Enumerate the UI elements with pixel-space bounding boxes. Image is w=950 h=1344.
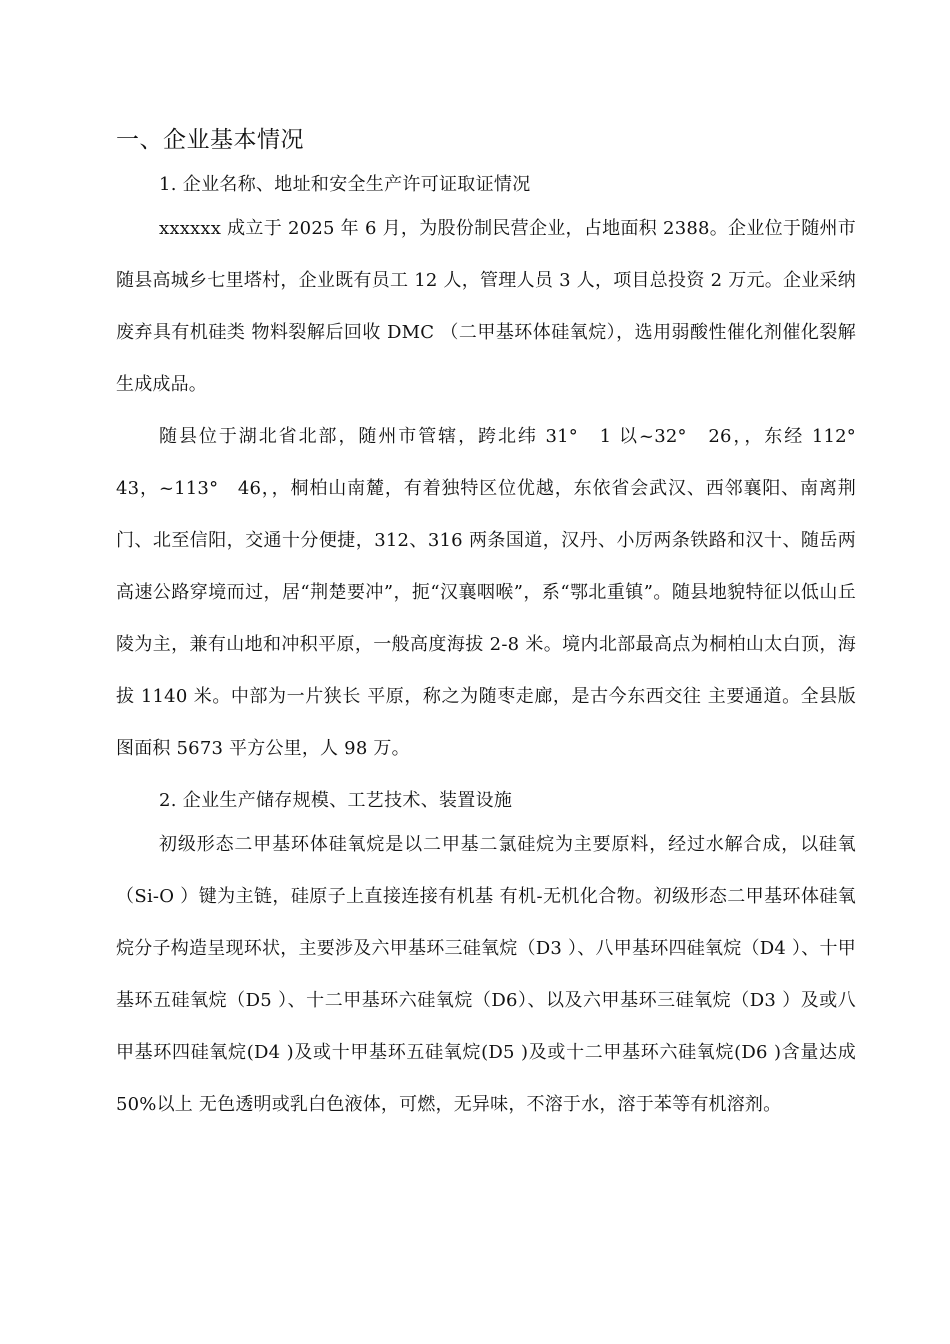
section-heading: 一、企业基本情况 (116, 127, 304, 153)
paragraph-location: 随县位于湖北省北部，随州市管辖，跨北纬 31° 1 以~32° 26，，东经 112° 43，~113° 46，，桐柏山南麓，有着独特区位优越，东依省会武汉、西邻襄阳、南离荆门、北至信阳，交通十分便捷，312、316 两条国道，汉丹、小厉两条铁路和汉十、随岳两高速公路穿境而过，居“荆楚要冲”，扼“汉襄咽喉”，系“鄂北重镇”。随县地貌特征以低山丘陵为主，兼有山地和冲积平原，一般高度海拔 2-8 米。境内北部最高点为桐柏山太白顶，海拔 1140 米。中部为一片狭长 平原，称之为随枣走廊，是古今东西交往 主要通道。全县版图面积 5673 平方公里，人 98 万。 (116, 426, 875, 759)
subsection-title-2: 2. 企业生产储存规模、工艺技术、装置设施 (159, 790, 513, 811)
paragraph-company-overview: xxxxxx 成立于 2025 年 6 月，为股份制民营企业，占地面积 2388。企业位于随州市随县高城乡七里塔村，企业既有员工 12 人，管理人员 3 人，项目总投资 2 万元。企业采纳废弃具有机硅类 物料裂解后回收 DMC （二甲基环体硅氧烷），选用弱酸性催化剂催化裂解生成成品。 (116, 218, 856, 395)
paragraph-product-description: 初级形态二甲基环体硅氧烷是以二甲基二氯硅烷为主要原料，经过水解合成，以硅氧（Si-O ）键为主链，硅原子上直接连接有机基 有机-无机化合物。初级形态二甲基环体硅氧烷分子构造呈现环状，主要涉及六甲基环三硅氧烷（D3 ）、八甲基环四硅氧烷（D4 ）、十甲基环五硅氧烷（D5 ）、十二甲基环六硅氧烷（D6）、以及六甲基环三硅氧烷（D3 ）及或八甲基环四硅氧烷(D4 )及或十甲基环五硅氧烷(D5 )及或十二甲基环六硅氧烷(D6 )含量达成 50%以上 无色透明或乳白色液体，可燃，无异味，不溶于水，溶于苯等有机溶剂。 (116, 834, 856, 1115)
document-page (116, 118, 875, 1131)
subsection-title-1: 1. 企业名称、地址和安全生产许可证取证情况 (159, 174, 531, 195)
